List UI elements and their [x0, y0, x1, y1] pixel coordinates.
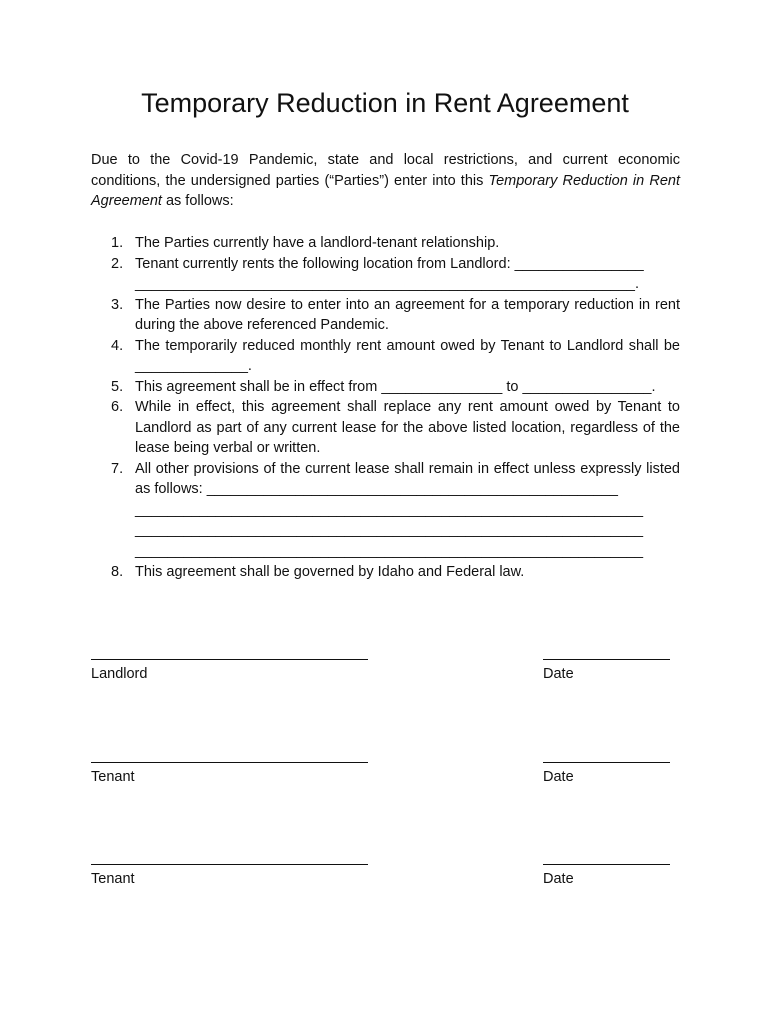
intro-paragraph	[91, 150, 680, 212]
tenant-1-signature-line	[91, 762, 368, 763]
term-text: The Parties currently have a landlord-tenant relationship.	[135, 235, 500, 251]
term-number: 1.	[111, 235, 124, 251]
term-text: This agreement shall be governed by Idaho and Federal law.	[135, 564, 525, 580]
term-item-3	[91, 295, 680, 336]
term-number: 3.	[111, 296, 124, 313]
provisions-blank-line: _______________________________________________________________	[135, 522, 644, 538]
term-item-7	[91, 459, 680, 562]
landlord-label: Landlord	[91, 666, 148, 682]
term-item-8	[91, 562, 680, 583]
location-blank-line: ______________________________________________________________.	[135, 276, 640, 292]
term-text: The Parties now desire to enter into an agreement for a temporary reduction in rent during the above referenced Pandemic.	[135, 296, 680, 333]
term-item-4	[91, 336, 680, 377]
tenant-2-date-line	[543, 864, 670, 865]
term-item-5	[91, 377, 680, 398]
term-item-2	[91, 254, 680, 295]
term-number: 2.	[111, 255, 124, 272]
term-text: This agreement shall be in effect from _______________ to ________________.	[135, 378, 656, 395]
provisions-blank-line: _______________________________________________________________	[135, 501, 644, 518]
tenant-2-label: Tenant	[91, 871, 135, 887]
term-text: The temporarily reduced monthly rent amount owed by Tenant to Landlord shall be ______________.	[135, 337, 680, 374]
term-item-1	[91, 233, 680, 254]
document-title: Temporary Reduction in Rent Agreement	[141, 88, 629, 118]
term-text: All other provisions of the current lease shall remain in effect unless expressly listed as follows: ___________________________________________________	[135, 460, 680, 497]
tenant-1-date-label: Date	[543, 769, 574, 785]
tenant-1-date-line	[543, 762, 670, 763]
intro-text-after: as follows:	[161, 193, 234, 209]
tenant-2-date-label: Date	[543, 871, 574, 887]
landlord-signature-line	[91, 659, 368, 660]
terms-list	[91, 233, 680, 583]
term-number: 4.	[111, 337, 124, 354]
term-text: While in effect, this agreement shall replace any rent amount owed by Tenant to Landlord as part of any current lease for the above listed location, regardless of the lease being verbal or written.	[135, 399, 680, 456]
tenant-1-label: Tenant	[91, 769, 135, 785]
term-number: 7.	[111, 460, 124, 477]
term-number: 5.	[111, 378, 124, 395]
intro-text-before: Due to the Covid-19 Pandemic, state and local restrictions, and current economic conditions, the undersigned parties (“Parties”) enter into this	[91, 152, 680, 189]
term-number: 6.	[111, 399, 124, 415]
tenant-2-signature-line	[91, 864, 368, 865]
term-item-6	[91, 397, 680, 459]
landlord-date-line	[543, 659, 670, 660]
landlord-date-label: Date	[543, 666, 574, 682]
provisions-blank-line: _______________________________________________________________	[135, 542, 644, 559]
term-text: Tenant currently rents the following location from Landlord: ________________	[135, 255, 644, 272]
term-number: 8.	[111, 564, 124, 580]
intro-agreement-name: Temporary Reduction in Rent Agreement	[91, 172, 681, 209]
